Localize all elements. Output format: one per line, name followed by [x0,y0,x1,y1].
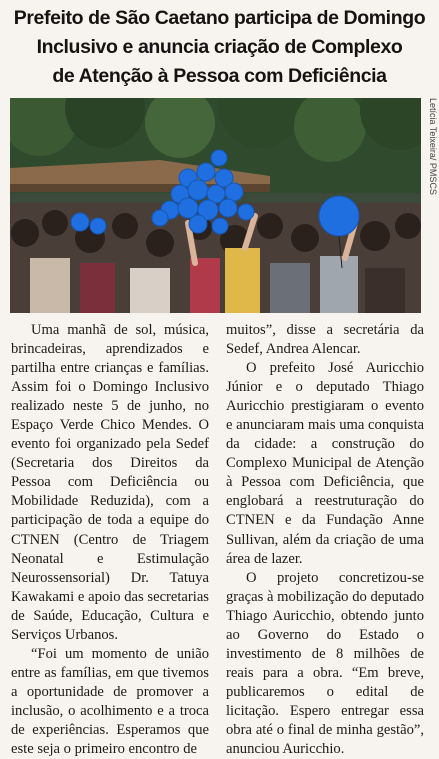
photo-credit: Letícia Teixeira/ PMSCS [428,98,438,195]
paragraph: O projeto concretizou-se graças à mobilização do deputado Thiago Auricchio, obtendo junto ao Governo do Estado o investimento de 8 milhões de reais para a obra. “Em breve, publicaremos o edital de licitação. Espero entregar essa obra até o final de minha gestão”, anunciou Auricchio. [226,569,424,758]
paragraph: “Foi um momento de união entre as famílias, em que tivemos a oportunidade de promover a inclusão, o acolhimento e a troca de experiências. Esperamos que este seja o primeiro encontro de [11,645,209,758]
paragraph: muitos”, disse a secretária da Sedef, Andrea Alencar. [226,322,424,358]
event-photo-illustration [10,98,421,313]
headline [6,4,433,91]
paragraph: Uma manhã de sol, música, brincadeiras, aprendizados e partilha entre crianças e famílias. Assim foi o Domingo Inclusivo realizado neste 5 de junho, no Espaço Verde Chico Mendes. O evento foi organizado pela Sedef (Secretaria dos Direitos da Pessoa com Deficiência ou Mobilidade Reduzida), com a participação de toda a equipe do CTNEN (Centro de Triagem Neonatal e Estimulação Neurossensorial) Dr. Tatuya Kawakami e apoio das secretarias de Saúde, Educação, Cultura e Serviços Urbanos. [11,322,209,643]
article-column-left [11,321,209,759]
paragraph: O prefeito José Auricchio Júnior e o deputado Thiago Auricchio prestigiaram o evento e anunciaram mais uma conquista da cidade: a construção do Complexo Municipal de Atenção à Pessoa com Deficiência, que englobará a reestruturação do CTNEN e da Fundação Anne Sullivan, além da criação de uma área de lazer. [226,360,424,567]
event-photo [10,98,421,313]
article-column-right [226,321,424,759]
headline-line-2: Inclusivo e anuncia criação de Complexo [36,36,403,58]
headline-line-1: Prefeito de São Caetano participa de Domingo [13,7,426,29]
headline-line-3: de Atenção à Pessoa com Deficiência [52,65,387,87]
